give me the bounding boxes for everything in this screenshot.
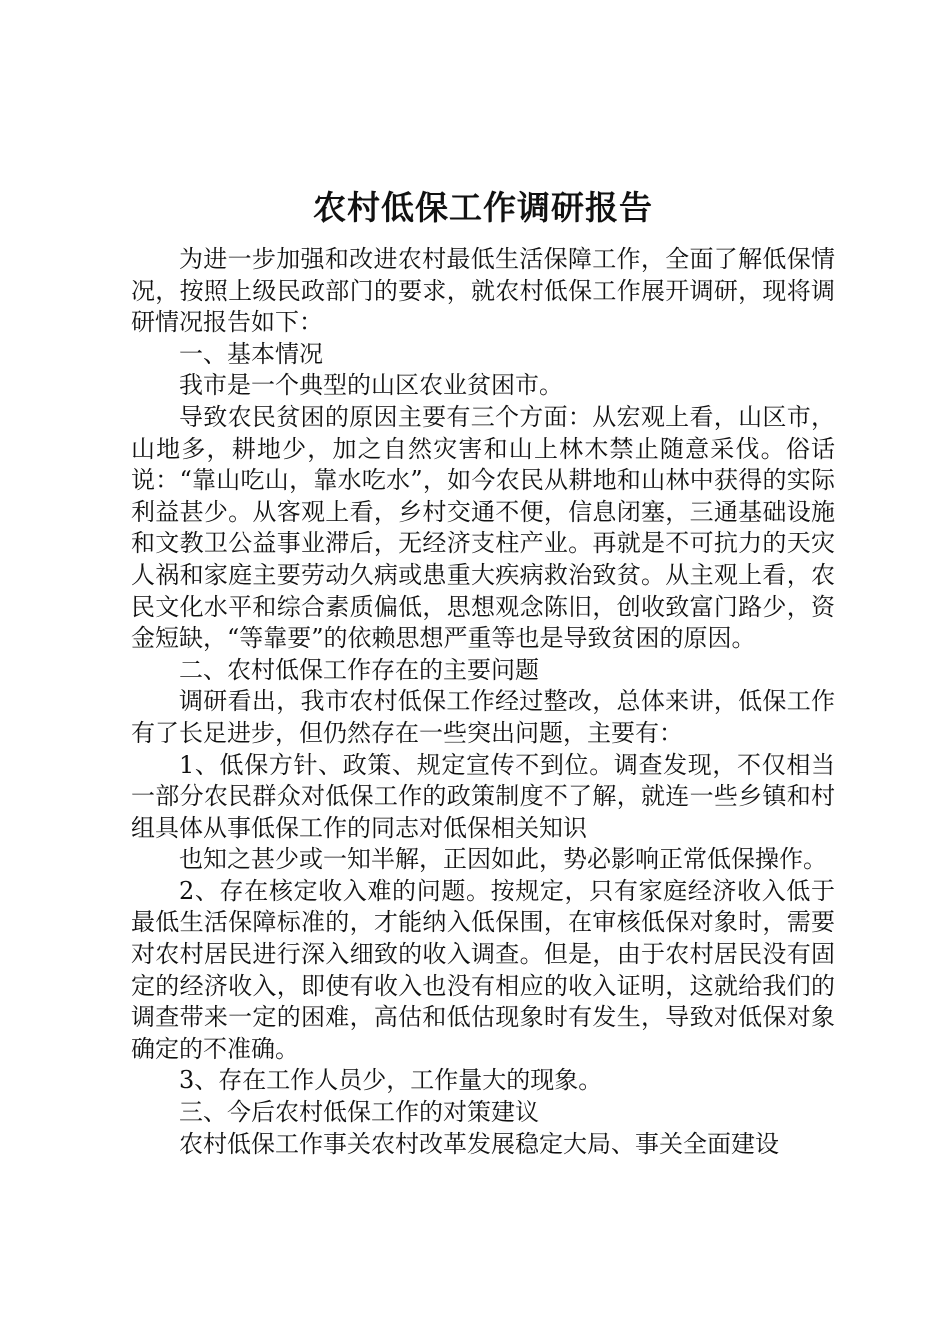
section-heading-basic-situation: 一、基本情况: [179, 339, 323, 368]
document-page: [131, 178, 835, 1160]
body-paragraph: 农村低保工作事关农村改革发展稳定大局、事关全面建设: [179, 1129, 779, 1158]
list-item-paragraph: 2、存在核定收入难的问题。按规定，只有家庭经济收入低于最低生活保障标准的，才能纳入低保围，在审核低保对象时，需要对农村居民进行深入细致的收入调查。但是，由于农村居民没有固定的经济收入，即使有收入也没有相应的收入证明，这就给我们的调查带来一定的困难，高估和低估现象时有发生，导致对低保对象确定的不准确。: [131, 876, 835, 1063]
body-paragraph: 导致农民贫困的原因主要有三个方面：从宏观上看，山区市，山地多，耕地少，加之自然灾害和山上林木禁止随意采伐。俗话说：“靠山吃山，靠水吃水”，如今农民从耕地和山林中获得的实际利益甚少。从客观上看，乡村交通不便，信息闭塞，三通基础设施和文教卫公益事业滞后，无经济支柱产业。再就是不可抗力的天灾人祸和家庭主要劳动久病或患重大疾病救治致贫。从主观上看，农民文化水平和综合素质偏低，思想观念陈旧，创收致富门路少，资金短缺，“等靠要”的依赖思想严重等也是导致贫困的原因。: [131, 402, 835, 653]
body-paragraph: 调研看出，我市农村低保工作经过整改，总体来讲，低保工作有了长足进步，但仍然存在一些突出问题，主要有：: [131, 687, 835, 747]
list-item-paragraph: 3、存在工作人员少，工作量大的现象。: [179, 1066, 603, 1095]
document-title: 农村低保工作调研报告: [313, 188, 653, 227]
section-heading-suggestions: 三、今后农村低保工作的对策建议: [179, 1098, 539, 1127]
list-item-paragraph: 1、低保方针、政策、规定宣传不到位。调查发现，不仅相当一部分农民群众对低保工作的政策制度不了解，就连一些乡镇和村组具体从事低保工作的同志对低保相关知识: [131, 750, 835, 842]
body-paragraph: 我市是一个典型的山区农业贫困市。: [179, 371, 563, 400]
body-paragraph: 也知之甚少或一知半解，正因如此，势必影响正常低保操作。: [179, 845, 827, 874]
intro-paragraph: 为进一步加强和改进农村最低生活保障工作，全面了解低保情况，按照上级民政部门的要求，就农村低保工作展开调研，现将调研情况报告如下：: [131, 245, 835, 337]
section-heading-main-problems: 二、农村低保工作存在的主要问题: [179, 655, 539, 684]
